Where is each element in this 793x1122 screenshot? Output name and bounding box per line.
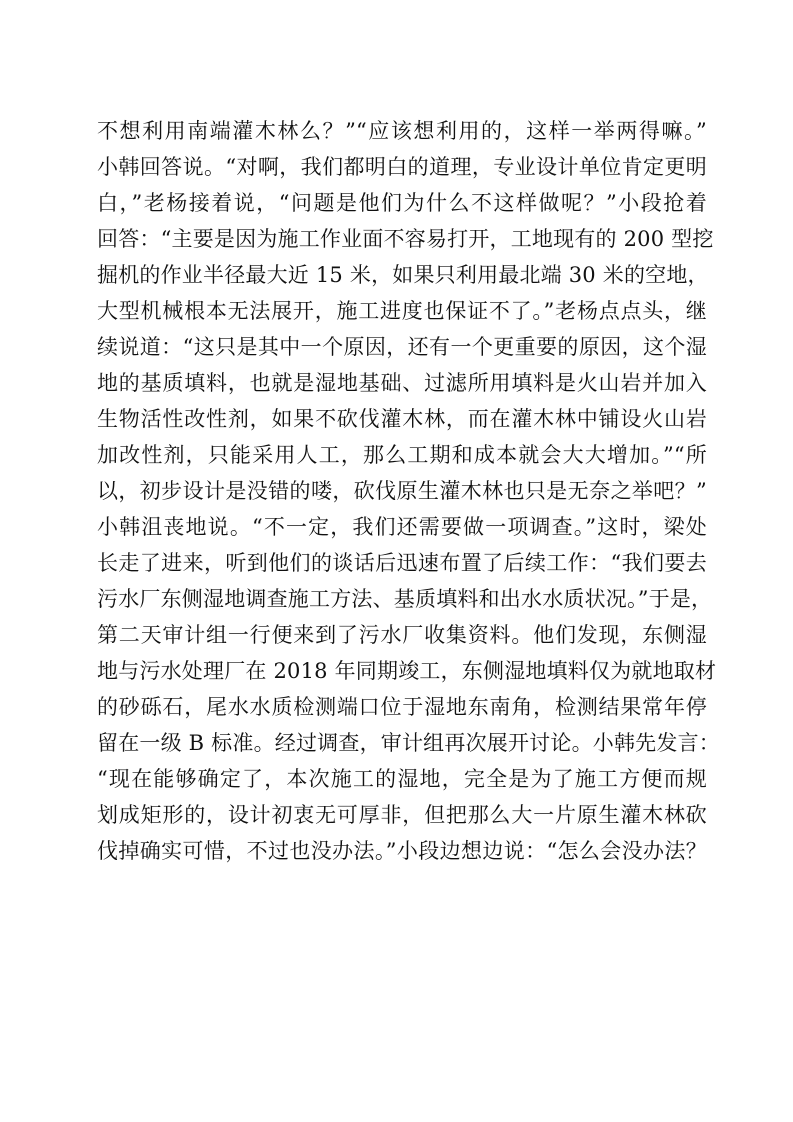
text-line: 白，”老杨接着说，“问题是他们为什么不这样做呢？”小段抢着 [97,191,707,215]
text-line: 留在一级 B 标准。经过调查，审计组再次展开讨论。小韩先发言： [97,731,720,755]
text-line: 掘机的作业半径最大近 15 米，如果只利用最北端 30 米的空地， [97,263,709,287]
text-line: 回答：“主要是因为施工作业面不容易打开，工地现有的 200 型挖 [97,227,714,251]
text-line: “现在能够确定了，本次施工的湿地，完全是为了施工方便而规 [97,767,707,791]
text-line: 小韩沮丧地说。“不一定，我们还需要做一项调查。”这时，梁处 [97,515,707,539]
text-line: 以，初步设计是没错的喽，砍伐原生灌木林也只是无奈之举吧？” [97,479,707,503]
text-line: 续说道：“这只是其中一个原因，还有一个更重要的原因，这个湿 [97,335,707,359]
text-line: 污水厂东侧湿地调查施工方法、基质填料和出水水质状况。”于是， [97,587,713,611]
text-line: 长走了进来，听到他们的谈话后迅速布置了后续工作：“我们要去 [97,551,707,575]
text-line: 大型机械根本无法展开，施工进度也保证不了。”老杨点点头，继 [97,299,707,323]
text-line: 不想利用南端灌木林么？”“应该想利用的，这样一举两得嘛。” [97,119,707,143]
text-line: 划成矩形的，设计初衷无可厚非，但把那么大一片原生灌木林砍 [97,803,707,827]
text-line: 第二天审计组一行便来到了污水厂收集资料。他们发现，东侧湿 [97,623,707,647]
text-line: 地与污水处理厂在 2018 年同期竣工，东侧湿地填料仅为就地取材 [97,659,717,683]
text-line: 的砂砾石，尾水水质检测端口位于湿地东南角，检测结果常年停 [97,695,707,719]
text-line: 小韩回答说。“对啊，我们都明白的道理，专业设计单位肯定更明 [97,155,707,179]
text-line: 加改性剂，只能采用人工，那么工期和成本就会大大增加。”“所 [97,443,707,467]
text-line: 生物活性改性剂，如果不砍伐灌木林，而在灌木林中铺设火山岩 [97,407,707,431]
text-line: 地的基质填料，也就是湿地基础、过滤所用填料是火山岩并加入 [97,371,707,395]
text-line: 伐掉确实可惜，不过也没办法。”小段边想边说：“怎么会没办法？ [97,839,707,863]
